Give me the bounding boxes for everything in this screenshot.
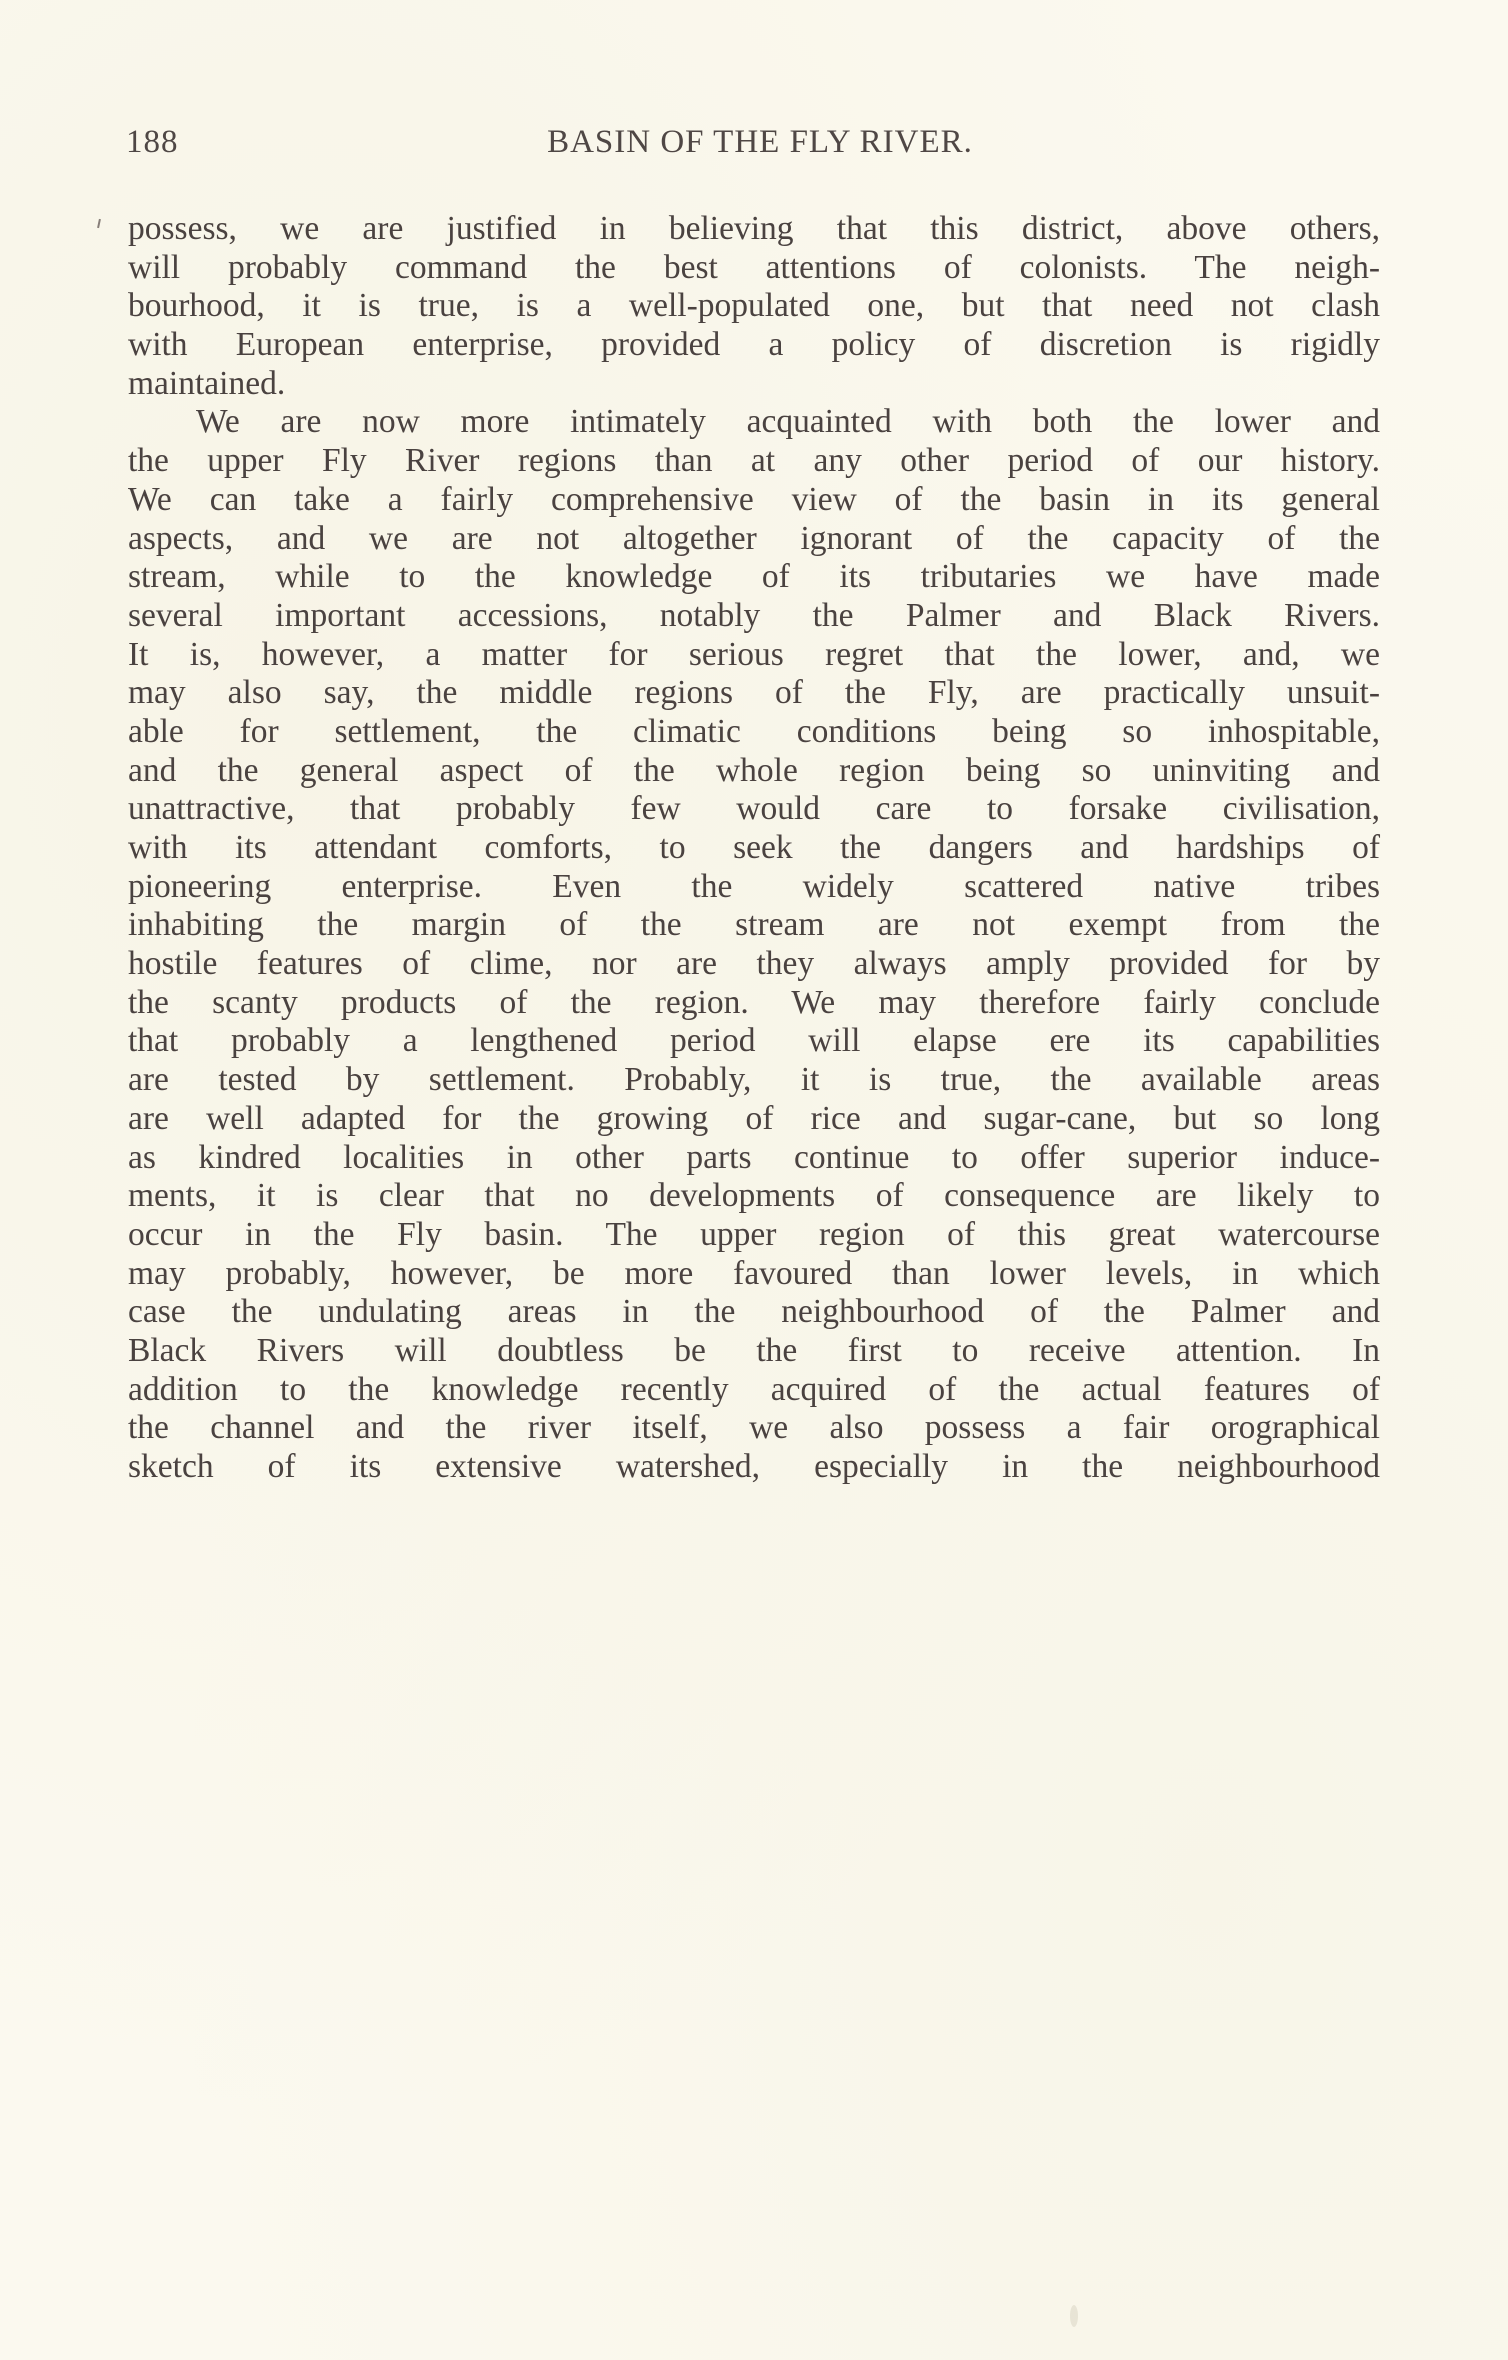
body-text bbox=[128, 210, 1380, 2106]
text-line: the channel and the river itself, we also possess a fair orographical bbox=[128, 1409, 1380, 1447]
text-line: addition to the knowledge recently acquired of the actual features of bbox=[128, 1370, 1380, 1408]
text-line bbox=[128, 1990, 1380, 2029]
text-line bbox=[128, 1835, 1380, 1874]
text-line: with European enterprise, provided a policy of discretion is rigidly bbox=[128, 326, 1380, 364]
text-line: hostile features of clime, nor are they always amply provided for by bbox=[128, 945, 1380, 983]
text-line bbox=[128, 1796, 1380, 1835]
text-line: ments, it is clear that no developments of consequence are likely to bbox=[128, 1177, 1380, 1215]
text-line: several important accessions, notably the Palmer and Black Rivers. bbox=[128, 596, 1380, 634]
text-line bbox=[128, 1719, 1380, 1758]
text-line: We are now more intimately acquainted with both the lower and bbox=[196, 403, 1380, 441]
running-title: BASIN OF THE FLY RIVER. bbox=[547, 124, 973, 160]
text-line: able for settlement, the climatic conditions being so inhospitable, bbox=[128, 712, 1380, 750]
paragraph-continued bbox=[128, 210, 1380, 403]
text-line: are well adapted for the growing of rice and sugar-cane, but so long bbox=[128, 1099, 1380, 1137]
text-line: possess, we are justified in believing that this district, above others, bbox=[128, 210, 1380, 247]
text-line: sketch of its extensive watershed, especially in the neighbourhood bbox=[128, 1448, 1380, 1485]
text-line: stream, while to the knowledge of its tributaries we have made bbox=[128, 558, 1380, 596]
text-line: as kindred localities in other parts continue to offer superior induce- bbox=[128, 1138, 1380, 1176]
text-line bbox=[128, 1758, 1380, 1797]
text-line: the scanty products of the region. We may therefore fairly conclude bbox=[128, 983, 1380, 1021]
text-line bbox=[128, 1874, 1380, 1913]
text-line bbox=[128, 1603, 1380, 1642]
paragraph bbox=[128, 403, 1380, 2105]
ink-speck bbox=[97, 219, 101, 228]
text-line: case the undulating areas in the neighbourhood of the Palmer and bbox=[128, 1293, 1380, 1331]
text-line: the upper Fly River regions than at any other period of our history. bbox=[128, 442, 1380, 480]
text-line bbox=[128, 2067, 1380, 2106]
text-line bbox=[128, 1525, 1380, 1564]
text-line: may also say, the middle regions of the Fly, are practically unsuit- bbox=[128, 674, 1380, 712]
text-line: pioneering enterprise. Even the widely scattered native tribes bbox=[128, 867, 1380, 905]
text-line: may probably, however, be more favoured than lower levels, in which bbox=[128, 1254, 1380, 1292]
paper-stain bbox=[1070, 2305, 1078, 2327]
text-line bbox=[128, 1487, 1380, 1526]
text-line bbox=[128, 1680, 1380, 1719]
text-line: that probably a lengthened period will elapse ere its capabilities bbox=[128, 1022, 1380, 1060]
text-line: We can take a fairly comprehensive view of the basin in its general bbox=[128, 480, 1380, 518]
text-line: are tested by settlement. Probably, it is true, the available areas bbox=[128, 1061, 1380, 1099]
text-line bbox=[128, 1951, 1380, 1990]
text-line: with its attendant comforts, to seek the dangers and hardships of bbox=[128, 829, 1380, 866]
text-line bbox=[128, 2028, 1380, 2067]
text-line bbox=[128, 1564, 1380, 1603]
page-number: 188 bbox=[126, 124, 179, 160]
text-line: inhabiting the margin of the stream are not exempt from the bbox=[128, 906, 1380, 944]
text-line: maintained. bbox=[128, 364, 286, 402]
text-line: occur in the Fly basin. The upper region of this great watercourse bbox=[128, 1215, 1380, 1253]
text-line: aspects, and we are not altogether ignorant of the capacity of the bbox=[128, 519, 1380, 557]
text-line: bourhood, it is true, is a well-populated one, but that need not clash bbox=[128, 287, 1380, 325]
text-line: Black Rivers will doubtless be the first to receive attention. In bbox=[128, 1331, 1380, 1369]
running-head bbox=[126, 124, 1380, 168]
text-line: unattractive, that probably few would care to forsake civilisation, bbox=[128, 790, 1380, 828]
text-line bbox=[128, 1912, 1380, 1951]
text-line bbox=[128, 1641, 1380, 1680]
text-line: will probably command the best attentions of colonists. The neigh- bbox=[128, 248, 1380, 286]
text-line: It is, however, a matter for serious regret that the lower, and, we bbox=[128, 635, 1380, 673]
text-line: and the general aspect of the whole region being so uninviting and bbox=[128, 751, 1380, 789]
